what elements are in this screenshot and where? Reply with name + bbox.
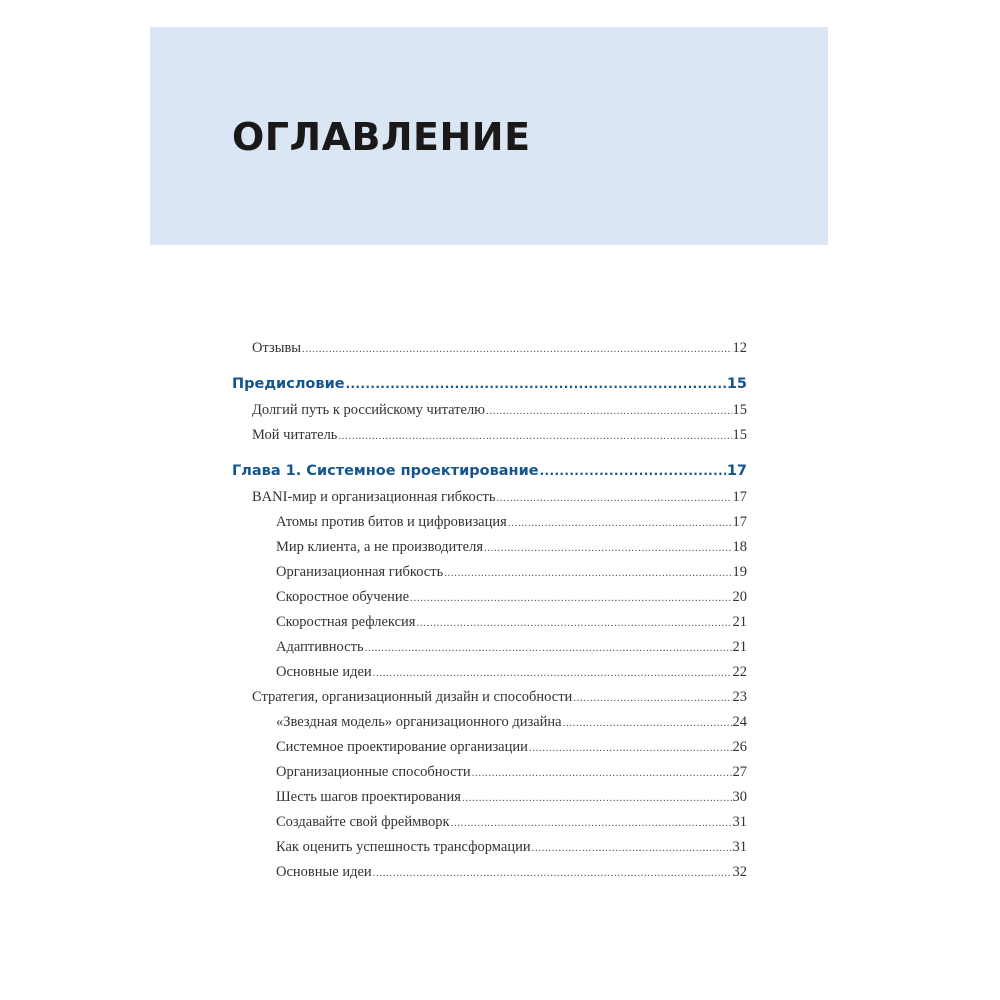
toc-entry-page: 15 [732,402,747,418]
dot-leader [365,642,732,654]
toc-entry-page: 12 [732,340,747,356]
toc-entry-page: 17 [732,514,747,530]
toc-entry-page: 19 [732,564,747,580]
toc-subentry[interactable] [232,564,747,589]
toc-entry-label: Адаптивность [276,639,364,655]
toc-entry-page: 27 [732,764,747,780]
toc-subentry[interactable] [232,839,747,864]
toc-entry[interactable] [232,689,747,714]
dot-leader [529,742,732,754]
toc-entry-label: Основные идеи [276,664,372,680]
toc-entry-label: Организационные способности [276,764,471,780]
toc-subentry[interactable] [232,864,747,889]
toc-entry-label: Мой читатель [252,427,338,443]
toc-entry-label: Скоростное обучение [276,589,410,605]
toc-entry-page: 15 [732,427,747,443]
dot-leader [410,592,731,604]
toc-entry[interactable] [232,427,747,452]
toc-entry[interactable] [232,489,747,514]
toc-entry-label: Системное проектирование организации [276,739,528,755]
toc-chapter-page: 15 [726,376,747,392]
dot-leader [508,517,732,529]
toc-entry-label: Организационная гибкость [276,564,444,580]
toc-entry-page: 32 [732,864,747,880]
toc-entry-page: 23 [732,689,747,705]
toc-subentry[interactable] [232,739,747,764]
dot-leader [302,343,731,355]
toc-chapter[interactable] [232,376,747,402]
header-banner [150,27,828,245]
toc-subentry[interactable] [232,514,747,539]
toc-entry-label: «Звездная модель» организационного дизайна [276,714,562,730]
toc-entry-page: 26 [732,739,747,755]
toc-entry-label: Создавайте свой фреймворк [276,814,450,830]
toc-entry-label: Долгий путь к российскому читателю [252,402,486,418]
toc-entry-page: 21 [732,639,747,655]
dot-leader [573,692,731,704]
toc-chapter-page: 17 [726,463,747,479]
toc-entry-label: Мир клиента, а не производителя [276,539,483,555]
page-title: ОГЛАВЛЕНИЕ [232,115,531,159]
dot-leader [373,667,732,679]
dot-leader [373,867,732,879]
dot-leader [451,817,732,829]
dot-leader [486,405,731,417]
toc-subentry[interactable] [232,614,747,639]
toc-subentry[interactable] [232,639,747,664]
dot-leader [416,617,731,629]
toc-subentry[interactable] [232,764,747,789]
toc-entry[interactable] [232,340,747,365]
dot-leader [338,430,731,442]
toc-entry-page: 24 [732,714,747,730]
dot-leader [563,717,732,729]
toc-subentry[interactable] [232,664,747,689]
dot-leader [496,492,731,504]
toc-entry-page: 30 [732,789,747,805]
toc-entry[interactable] [232,402,747,427]
dot-leader [540,464,726,478]
toc-subentry[interactable] [232,814,747,839]
toc-entry-page: 17 [732,489,747,505]
toc-entry-label: Основные идеи [276,864,372,880]
toc-entry-label: BANI-мир и организационная гибкость [252,489,496,505]
table-of-contents [232,340,747,889]
toc-entry-page: 31 [732,814,747,830]
toc-entry-label: Стратегия, организационный дизайн и способности [252,689,573,705]
toc-chapter-label: Глава 1. Системное проектирование [232,463,539,479]
toc-entry-label: Как оценить успешность трансформации [276,839,531,855]
toc-subentry[interactable] [232,789,747,814]
toc-entry-page: 21 [732,614,747,630]
toc-subentry[interactable] [232,589,747,614]
toc-subentry[interactable] [232,714,747,739]
dot-leader [462,792,732,804]
dot-leader [444,567,731,579]
toc-entry-page: 31 [732,839,747,855]
toc-entry-page: 20 [732,589,747,605]
dot-leader [484,542,732,554]
toc-chapter-label: Предисловие [232,376,345,392]
toc-subentry[interactable] [232,539,747,564]
dot-leader [532,842,732,854]
toc-chapter[interactable] [232,463,747,489]
dot-leader [346,377,726,391]
toc-entry-label: Шесть шагов проектирования [276,789,461,805]
toc-entry-label: Скоростная рефлексия [276,614,416,630]
toc-entry-label: Отзывы [252,340,302,356]
toc-entry-page: 22 [732,664,747,680]
dot-leader [472,767,732,779]
toc-entry-label: Атомы против битов и цифровизация [276,514,507,530]
toc-entry-page: 18 [732,539,747,555]
